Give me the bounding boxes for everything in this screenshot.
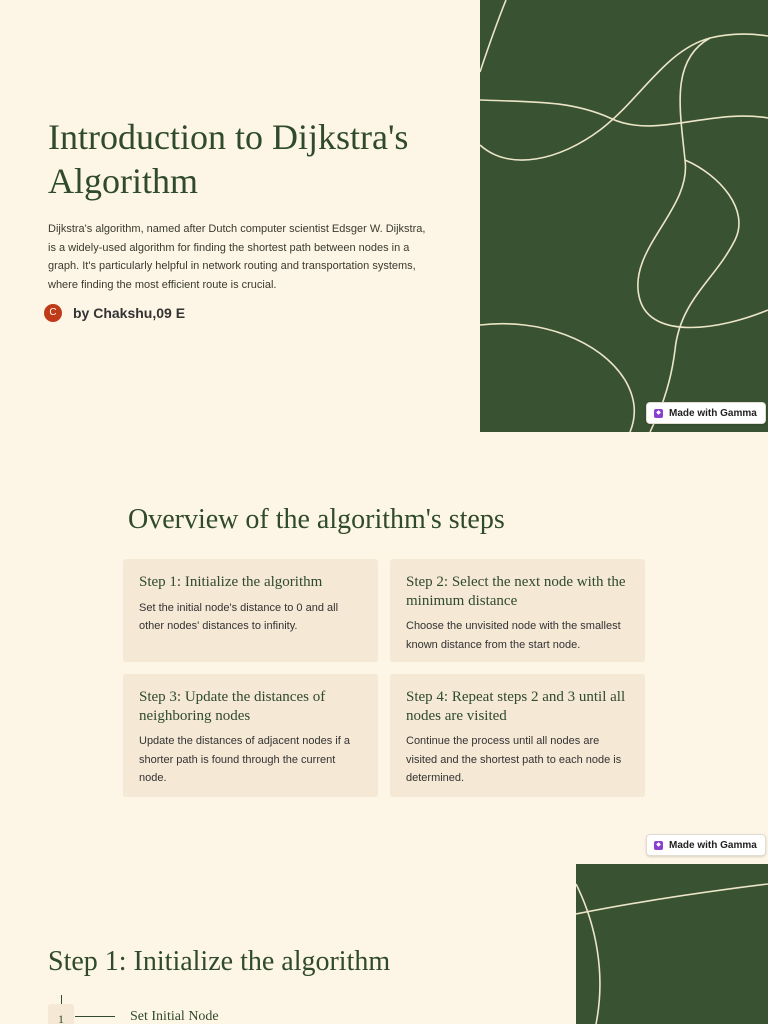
intro-description: Dijkstra's algorithm, named after Dutch computer scientist Edsger W. Dijkstra, is a widely-used algorithm for finding the shortest path between nodes in a graph. It's particularly helpful in network routing and transportation systems, where finding the most efficient route is crucial. [48, 223, 426, 292]
slide-title [0, 0, 768, 432]
step-card [123, 559, 378, 662]
section-title: Step 1: Initialize the algorithm [48, 946, 391, 977]
made-with-gamma-badge[interactable] [646, 834, 766, 856]
timeline-connector [75, 1016, 115, 1017]
step-card-title: Step 4: Repeat steps 2 and 3 until all nodes are visited [406, 689, 626, 724]
step-card-body: Continue the process until all nodes are visited and the shortest path to each node is determined. [406, 735, 622, 785]
step-card-body: Choose the unvisited node with the smallest known distance from the start node. [406, 620, 621, 651]
badge-label: Made with Gamma [669, 407, 757, 419]
step-card [390, 559, 645, 662]
timeline-step-label: Set Initial Node [130, 1009, 219, 1024]
gamma-logo-icon: ◆ [654, 841, 663, 850]
gamma-logo-icon: ◆ [654, 409, 663, 418]
author-name: by Chakshu,09 E [73, 305, 186, 321]
timeline-step-number: 1 [48, 1004, 74, 1024]
author-row [44, 304, 185, 322]
step-card-title: Step 2: Select the next node with the minimum distance [406, 574, 626, 609]
step-card [390, 674, 645, 797]
page-title: Introduction to Dijkstra's Algorithm [48, 117, 409, 201]
decorative-panel [576, 864, 768, 1024]
avatar: C [44, 304, 62, 322]
slide-step1 [0, 864, 768, 1024]
slide-overview [0, 432, 768, 864]
step-card [123, 674, 378, 797]
step-card-body: Set the initial node's distance to 0 and all other nodes' distances to infinity. [139, 601, 339, 633]
step-card-title: Step 1: Initialize the algorithm [139, 574, 323, 590]
made-with-gamma-badge[interactable] [646, 402, 766, 424]
decorative-lines [576, 864, 768, 1024]
badge-label: Made with Gamma [669, 839, 757, 851]
decorative-lines [480, 0, 768, 432]
decorative-panel [480, 0, 768, 432]
step-card-title: Step 3: Update the distances of neighboring nodes [139, 689, 326, 724]
step-card-body: Update the distances of adjacent nodes if a shorter path is found through the current node. [139, 735, 350, 785]
section-title: Overview of the algorithm's steps [128, 504, 505, 535]
